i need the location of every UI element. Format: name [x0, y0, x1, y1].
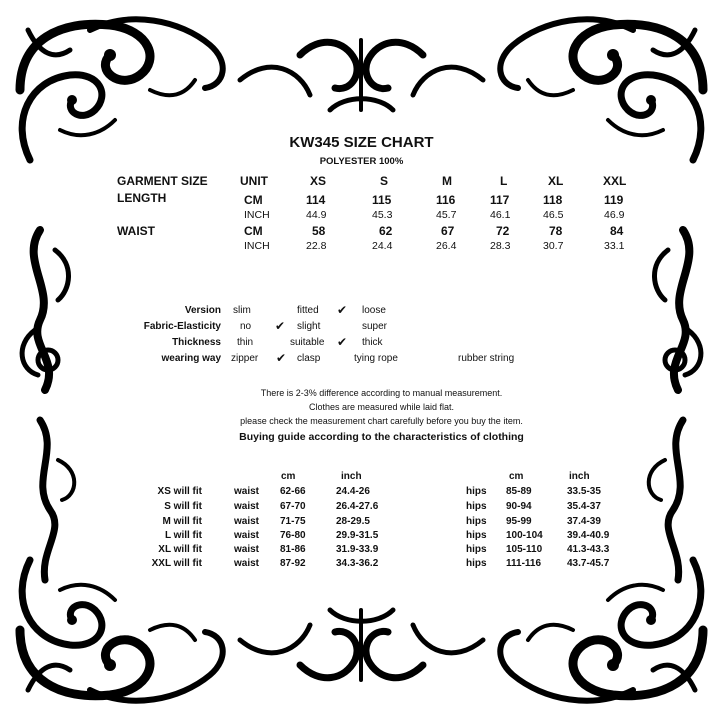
waist-inch-m: 26.4 — [436, 240, 457, 252]
waist-inch-xxl: 33.1 — [604, 240, 625, 252]
guide-hips-label: hips — [466, 501, 487, 512]
length-cm-m: 116 — [436, 193, 456, 207]
length-cm-xl: 118 — [543, 193, 563, 207]
size-header-xxl: XXL — [603, 174, 627, 188]
guide-waist-cm: 81-86 — [280, 544, 306, 555]
version-fitted: fitted — [297, 305, 319, 316]
garment-size-header: GARMENT SIZE — [117, 174, 208, 188]
length-inch-m: 45.7 — [436, 209, 457, 221]
guide-fit-label: L will fit — [164, 530, 202, 541]
guide-waist-inch: 31.9-33.9 — [336, 544, 379, 555]
length-inch-s: 45.3 — [372, 209, 393, 221]
note-difference: There is 2-3% difference according to manual measurement. — [260, 388, 503, 398]
thickness-label: Thickness — [172, 337, 221, 348]
wearing-way-label: wearing way — [161, 353, 221, 364]
unit-header: UNIT — [240, 174, 268, 188]
note-check-chart: please check the measurement chart carefully before you buy the item. — [240, 416, 523, 426]
waist-cm-s: 62 — [379, 224, 393, 238]
length-cm-l: 117 — [490, 193, 510, 207]
length-cm-xxl: 119 — [604, 193, 624, 207]
wearing-zipper: zipper — [231, 353, 259, 364]
guide-waist-label: waist — [234, 486, 260, 497]
waist-cm-xl: 78 — [549, 224, 563, 238]
elasticity-slight: slight — [297, 321, 321, 332]
size-header-s: S — [380, 174, 389, 188]
version-loose: loose — [362, 305, 386, 316]
size-header-m: M — [442, 174, 452, 188]
wearing-rubber-string: rubber string — [458, 353, 515, 364]
guide-hips-inch: 33.5-35 — [567, 486, 601, 497]
size-header-l: L — [500, 174, 508, 188]
note-laid-flat: Clothes are measured while laid flat. — [308, 402, 455, 412]
guide-waist-inch: 26.4-27.6 — [336, 501, 379, 512]
length-inch-unit: INCH — [244, 209, 270, 221]
guide-hips-inch: 39.4-40.9 — [567, 530, 610, 541]
waist-inch-unit: INCH — [244, 240, 270, 252]
guide-waist-cm: 87-92 — [280, 558, 306, 569]
buying-guide-title: Buying guide according to the characteristics of clothing — [239, 431, 524, 443]
guide-fit-label: XS will fit — [157, 486, 202, 497]
thickness-thin: thin — [237, 337, 254, 348]
guide-hips-inch: 35.4-37 — [567, 501, 601, 512]
version-label: Version — [184, 305, 221, 316]
waist-cm-l: 72 — [496, 224, 510, 238]
guide-waist-cm: 67-70 — [280, 501, 306, 512]
guide-waist-label: waist — [234, 501, 260, 512]
guide-hips-label: hips — [466, 530, 487, 541]
guide-hips-cm: 90-94 — [506, 501, 532, 512]
version-slim: slim — [233, 305, 251, 316]
length-cm-s: 115 — [372, 193, 392, 207]
guide-hips-cm-header: cm — [509, 471, 524, 482]
guide-hips-inch-header: inch — [569, 471, 590, 482]
elasticity-super: super — [362, 321, 388, 332]
guide-hips-inch: 41.3-43.3 — [567, 544, 610, 555]
guide-hips-cm: 100-104 — [506, 530, 543, 541]
guide-fit-label: XL will fit — [158, 544, 202, 555]
guide-hips-cm: 111-116 — [506, 558, 542, 569]
guide-waist-cm-header: cm — [281, 471, 296, 482]
guide-waist-label: waist — [234, 516, 260, 527]
wearing-check-icon: ✔ — [276, 351, 287, 365]
guide-hips-inch: 43.7-45.7 — [567, 558, 610, 569]
guide-waist-cm: 62-66 — [280, 486, 306, 497]
guide-waist-label: waist — [234, 530, 260, 541]
guide-hips-inch: 37.4-39 — [567, 516, 601, 527]
material-label: POLYESTER 100% — [319, 156, 404, 167]
guide-fit-label: S will fit — [164, 501, 202, 512]
elasticity-check-icon: ✔ — [275, 319, 286, 333]
thickness-suitable: suitable — [290, 337, 325, 348]
guide-fit-label: XXL will fit — [151, 558, 202, 569]
waist-cm-xs: 58 — [312, 224, 326, 238]
thickness-check-icon: ✔ — [337, 335, 348, 349]
guide-waist-inch: 28-29.5 — [336, 516, 370, 527]
guide-fit-label: M will fit — [162, 516, 202, 527]
waist-inch-l: 28.3 — [490, 240, 511, 252]
length-inch-xl: 46.5 — [543, 209, 564, 221]
elasticity-no: no — [240, 321, 252, 332]
guide-waist-label: waist — [234, 544, 260, 555]
length-inch-xs: 44.9 — [306, 209, 327, 221]
guide-hips-label: hips — [466, 544, 487, 555]
waist-cm-unit: CM — [244, 224, 263, 238]
length-inch-xxl: 46.9 — [604, 209, 625, 221]
waist-inch-s: 24.4 — [372, 240, 393, 252]
size-header-xs: XS — [310, 174, 327, 188]
guide-waist-inch: 29.9-31.5 — [336, 530, 379, 541]
version-check-icon: ✔ — [337, 303, 348, 317]
page-title: KW345 SIZE CHART — [289, 134, 434, 151]
length-cm-xs: 114 — [306, 193, 326, 207]
guide-hips-label: hips — [466, 516, 487, 527]
guide-hips-cm: 105-110 — [506, 544, 543, 555]
length-cm-unit: CM — [244, 193, 263, 207]
waist-inch-xs: 22.8 — [306, 240, 327, 252]
guide-hips-label: hips — [466, 486, 487, 497]
wearing-clasp: clasp — [297, 353, 321, 364]
guide-waist-cm: 76-80 — [280, 530, 306, 541]
guide-waist-inch: 24.4-26 — [336, 486, 370, 497]
guide-hips-cm: 85-89 — [506, 486, 532, 497]
guide-waist-label: waist — [234, 558, 260, 569]
thickness-thick: thick — [362, 337, 383, 348]
guide-hips-cm: 95-99 — [506, 516, 532, 527]
waist-cm-m: 67 — [441, 224, 455, 238]
guide-hips-label: hips — [466, 558, 487, 569]
waist-inch-xl: 30.7 — [543, 240, 564, 252]
waist-cm-xxl: 84 — [610, 224, 624, 238]
guide-waist-cm: 71-75 — [280, 516, 306, 527]
length-inch-l: 46.1 — [490, 209, 511, 221]
guide-waist-inch-header: inch — [341, 471, 362, 482]
waist-label: WAIST — [117, 224, 155, 238]
wearing-tying-rope: tying rope — [354, 353, 398, 364]
length-label: LENGTH — [117, 191, 167, 205]
guide-waist-inch: 34.3-36.2 — [336, 558, 379, 569]
size-header-xl: XL — [548, 174, 564, 188]
elasticity-label: Fabric-Elasticity — [143, 321, 221, 332]
